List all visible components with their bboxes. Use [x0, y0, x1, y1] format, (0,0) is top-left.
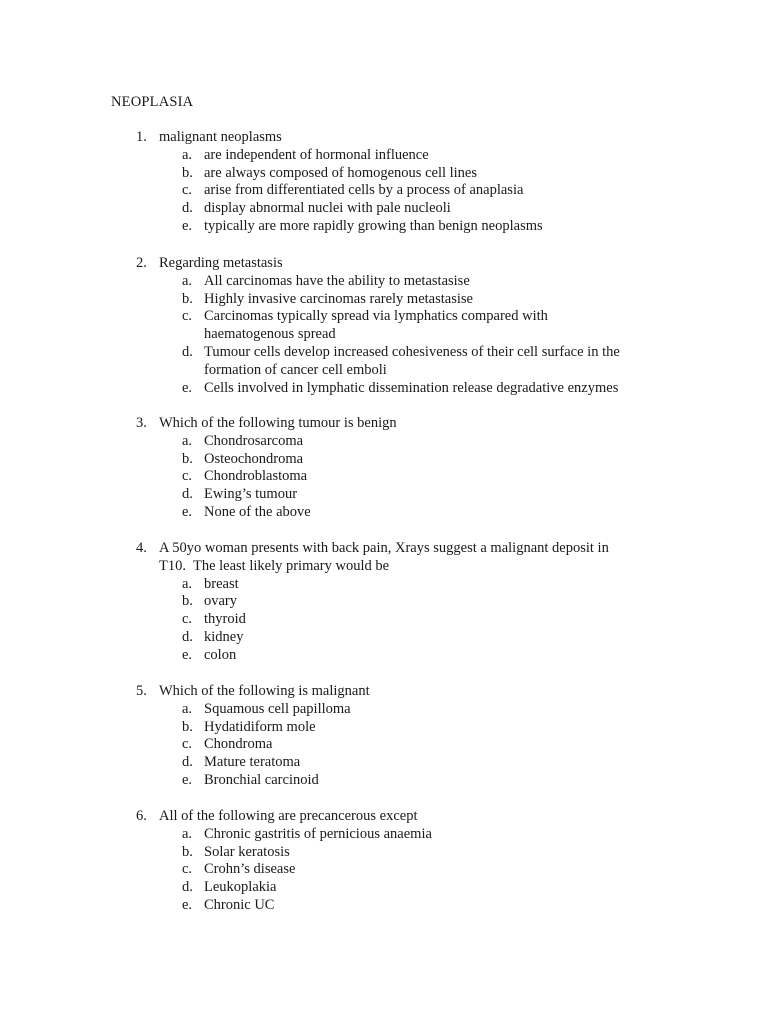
question-stem-text: T10. The least likely primary would be [159, 557, 390, 574]
answer-option [0, 879, 768, 897]
option-letter: b. [182, 718, 193, 735]
answer-option [0, 200, 768, 218]
option-letter: c. [182, 182, 193, 199]
option-text: Highly invasive carcinomas rarely metastasise [204, 290, 473, 307]
question-stem-text: malignant neoplasms [159, 129, 282, 145]
option-letter: c. [182, 308, 193, 325]
option-text: display abnormal nuclei with pale nucleoli [204, 200, 451, 217]
answer-option [0, 647, 768, 665]
option-text: Cells involved in lymphatic dissemination release degradative enzymes [204, 379, 619, 396]
question-stem-text: Which of the following tumour is benign [159, 415, 397, 431]
answer-option [0, 504, 768, 522]
option-letter: e. [182, 896, 193, 913]
question-stem [0, 255, 768, 273]
answer-option [0, 273, 768, 291]
answer-option [0, 308, 768, 344]
answer-option [0, 291, 768, 309]
option-letter: c. [182, 468, 193, 485]
option-text: kidney [204, 628, 244, 645]
document-title: NEOPLASIA [111, 94, 194, 110]
question-number: 4. [136, 540, 147, 556]
question-number: 5. [136, 683, 147, 699]
option-letter: a. [182, 146, 193, 163]
option-text: Crohn’s disease [204, 861, 296, 878]
question-6 [0, 808, 768, 915]
option-letter: e. [182, 646, 193, 663]
question-4 [0, 540, 768, 665]
answer-option [0, 218, 768, 236]
option-text: colon [204, 646, 237, 663]
question-stem [0, 540, 768, 558]
answer-option [0, 772, 768, 790]
option-letter: c. [182, 611, 193, 628]
answer-option [0, 147, 768, 165]
answer-option [0, 861, 768, 879]
answer-option [0, 468, 768, 486]
option-text: Chronic gastritis of pernicious anaemia [204, 825, 432, 842]
option-letter: d. [182, 200, 193, 217]
answer-option [0, 897, 768, 915]
option-text: None of the above [204, 503, 311, 520]
option-text: typically are more rapidly growing than benign neoplasms [204, 217, 543, 234]
question-stem-continuation [0, 558, 768, 576]
option-text: Ewing’s tumour [204, 486, 298, 503]
answer-option [0, 165, 768, 183]
option-text: arise from differentiated cells by a process of anaplasia [204, 182, 524, 199]
question-1 [0, 129, 768, 236]
option-letter: e. [182, 217, 193, 234]
option-letter: b. [182, 164, 193, 181]
question-stem [0, 683, 768, 701]
answer-option [0, 344, 768, 380]
option-letter: d. [182, 486, 193, 503]
option-text: ovary [204, 593, 238, 610]
question-stem-text: A 50yo woman presents with back pain, Xrays suggest a malignant deposit in [159, 540, 609, 556]
question-stem-text: Which of the following is malignant [159, 683, 370, 699]
answer-option [0, 826, 768, 844]
option-letter: e. [182, 503, 193, 520]
question-2 [0, 255, 768, 397]
answer-option [0, 701, 768, 719]
option-text: are independent of hormonal influence [204, 146, 429, 163]
answer-option [0, 719, 768, 737]
question-5 [0, 683, 768, 790]
option-text: Leukoplakia [204, 879, 277, 896]
option-text: Chondroblastoma [204, 468, 308, 485]
question-3 [0, 415, 768, 522]
option-text: Squamous cell papilloma [204, 700, 351, 717]
answer-option [0, 576, 768, 594]
option-text: Hydatidiform mole [204, 718, 316, 735]
option-letter: c. [182, 736, 193, 753]
option-text: Solar keratosis [204, 843, 290, 860]
answer-option [0, 736, 768, 754]
question-number: 2. [136, 255, 147, 271]
option-letter: c. [182, 861, 193, 878]
answer-option [0, 451, 768, 469]
option-letter: b. [182, 290, 193, 307]
option-letter: e. [182, 771, 193, 788]
option-text: Chondrosarcoma [204, 432, 304, 449]
option-letter: e. [182, 379, 193, 396]
answer-option [0, 380, 768, 398]
answer-option [0, 844, 768, 862]
question-stem [0, 129, 768, 147]
option-letter: b. [182, 843, 193, 860]
option-letter: d. [182, 879, 193, 896]
option-letter: d. [182, 754, 193, 771]
option-letter: b. [182, 593, 193, 610]
answer-option [0, 629, 768, 647]
question-number: 6. [136, 808, 147, 824]
question-stem-text: Regarding metastasis [159, 255, 283, 271]
option-text: Osteochondroma [204, 450, 304, 467]
question-number: 3. [136, 415, 147, 431]
answer-option [0, 754, 768, 772]
answer-option [0, 486, 768, 504]
option-text: All carcinomas have the ability to metastasise [204, 272, 470, 289]
option-letter: b. [182, 450, 193, 467]
option-letter: a. [182, 825, 193, 842]
option-letter: a. [182, 575, 193, 592]
option-text: Chronic UC [204, 896, 275, 913]
answer-option [0, 611, 768, 629]
option-text: Tumour cells develop increased cohesiveness of their cell surface in the formation of cancer cell emboli [204, 343, 620, 378]
option-text: thyroid [204, 611, 246, 628]
option-text: Chondroma [204, 736, 273, 753]
option-letter: d. [182, 343, 193, 360]
option-text: Mature teratoma [204, 754, 301, 771]
answer-option [0, 433, 768, 451]
option-text: breast [204, 575, 239, 592]
question-number: 1. [136, 129, 147, 145]
question-stem [0, 808, 768, 826]
question-stem [0, 415, 768, 433]
question-stem-text: All of the following are precancerous except [159, 808, 418, 824]
option-text: Bronchial carcinoid [204, 771, 319, 788]
option-letter: d. [182, 628, 193, 645]
answer-option [0, 593, 768, 611]
answer-option [0, 182, 768, 200]
option-letter: a. [182, 700, 193, 717]
option-text: are always composed of homogenous cell lines [204, 164, 478, 181]
option-text: Carcinomas typically spread via lymphatics compared with haematogenous spread [204, 308, 548, 343]
option-letter: a. [182, 272, 193, 289]
option-letter: a. [182, 432, 193, 449]
